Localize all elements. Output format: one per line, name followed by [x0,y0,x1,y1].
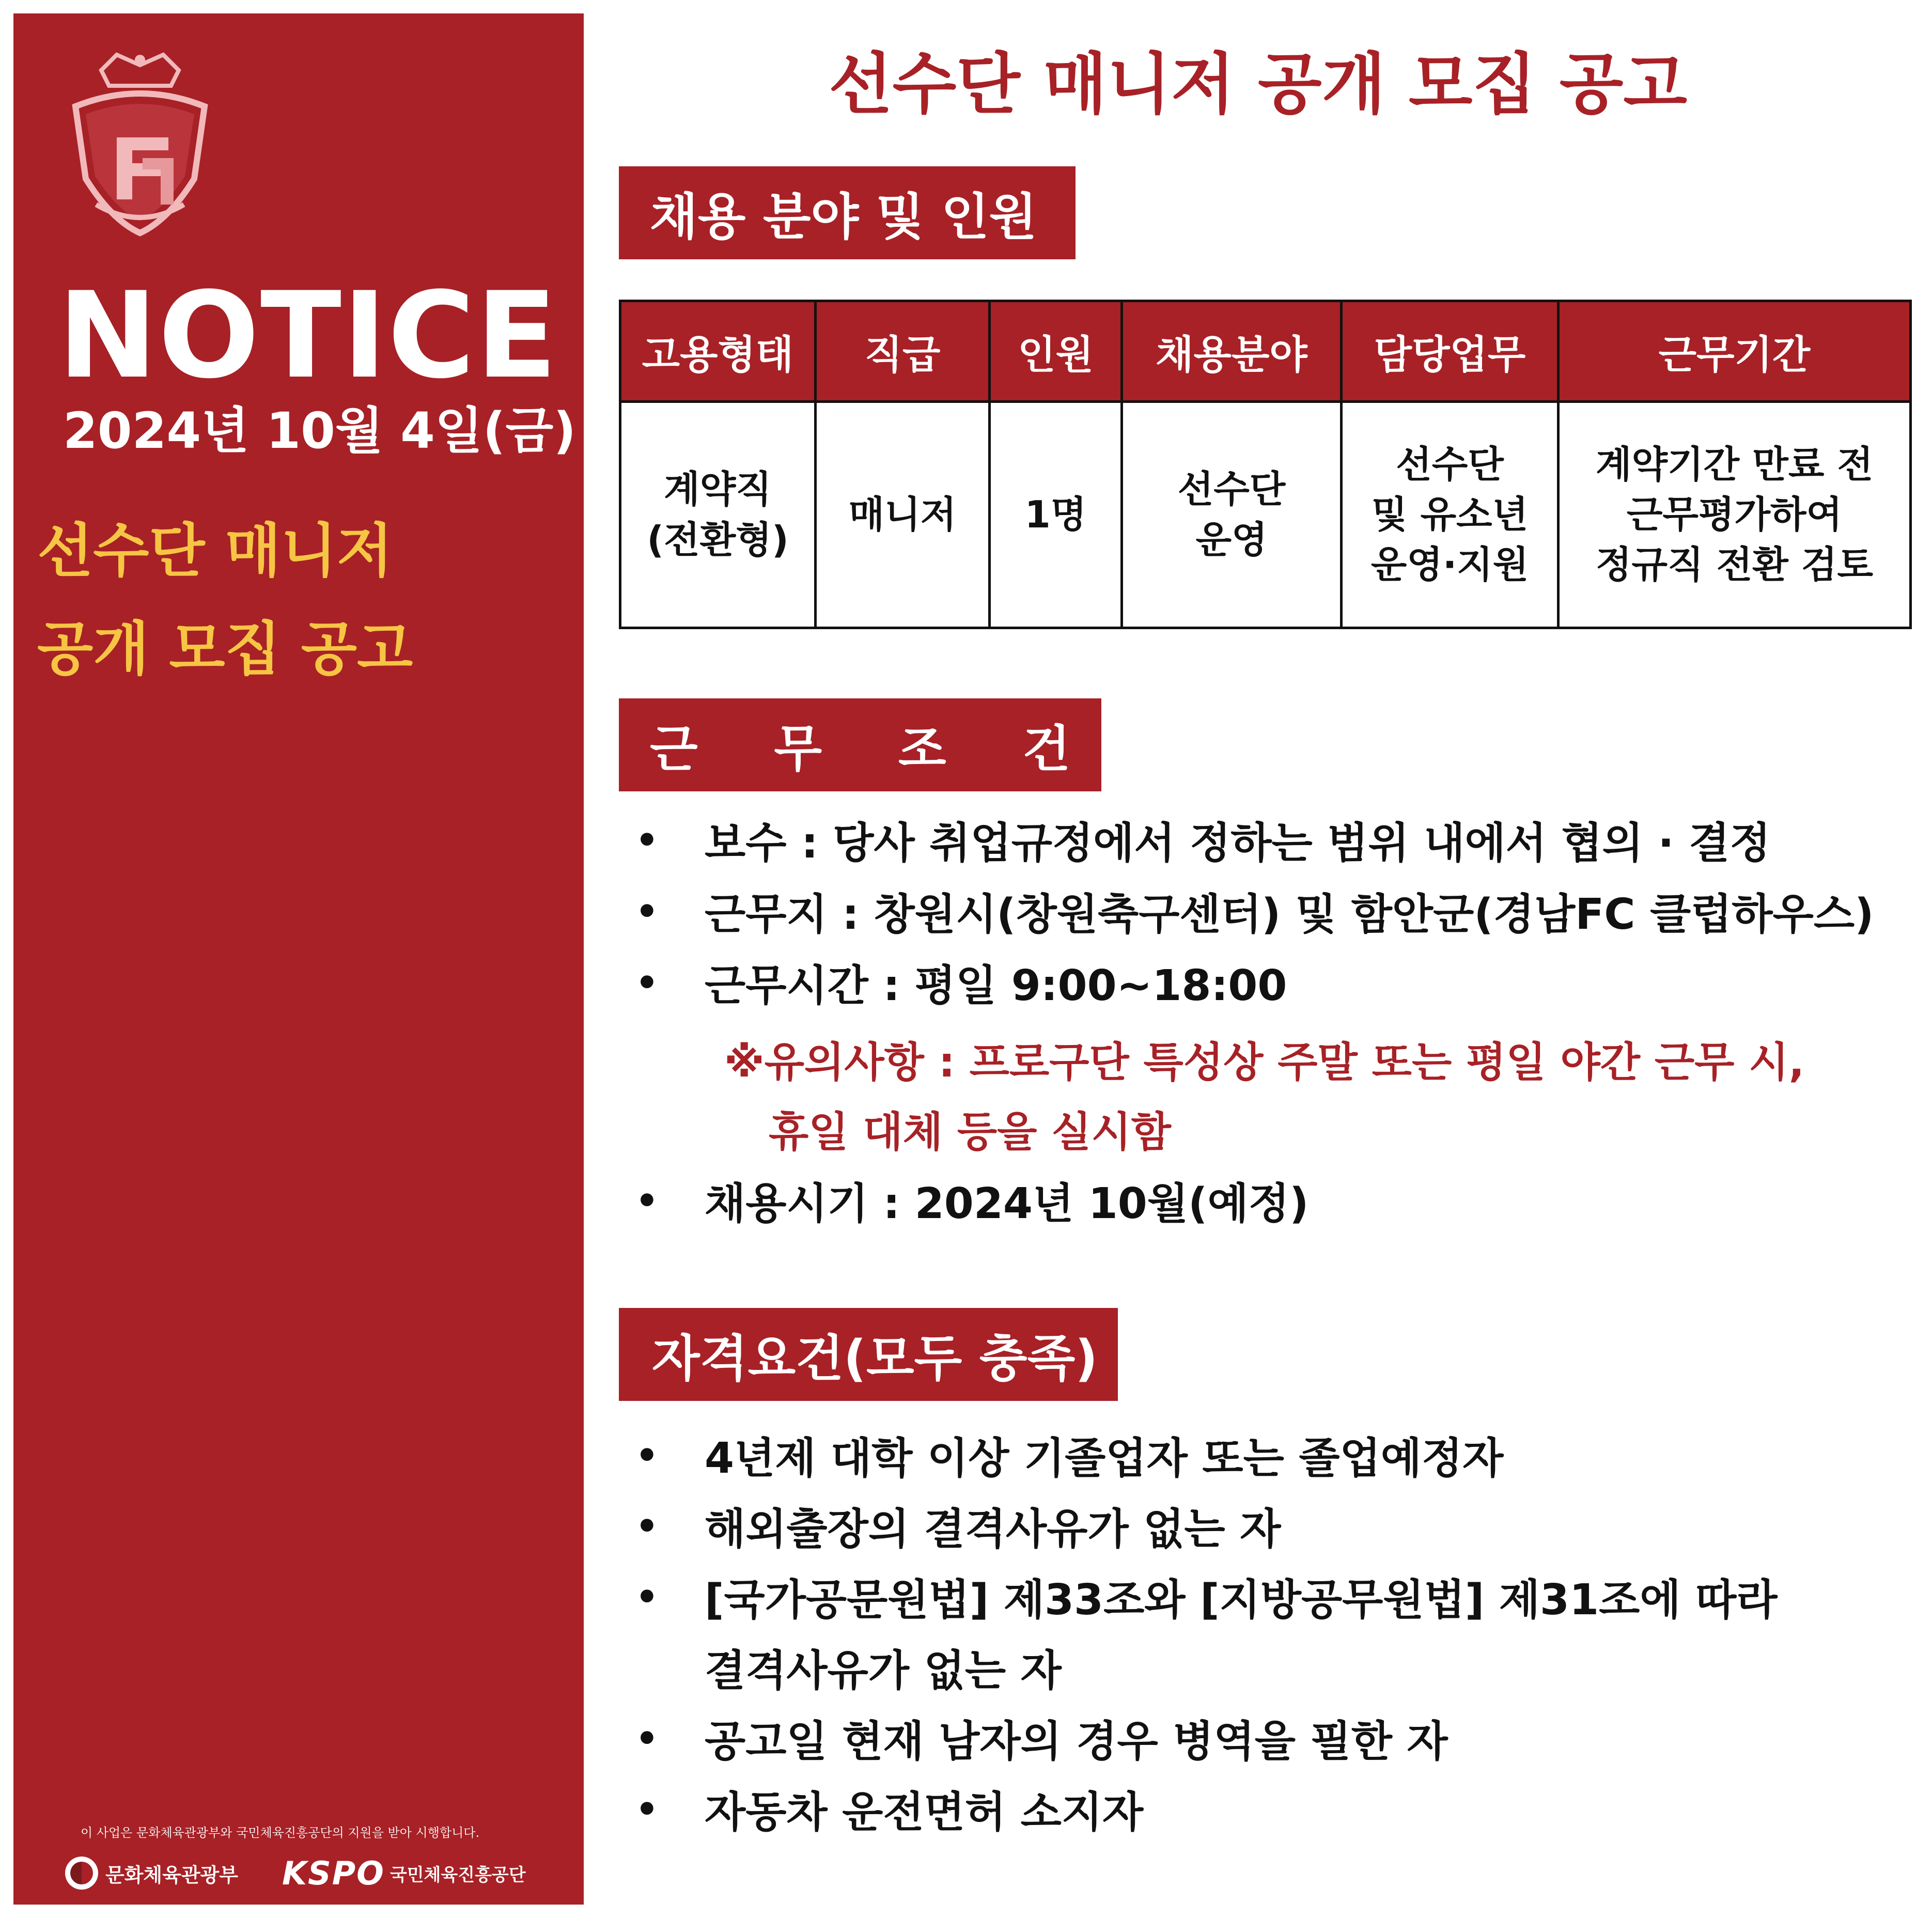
section-header-char: 조 [898,720,946,778]
list-item: • 자동차 운전면허 소지자 [635,1791,1778,1862]
qualifications-list [635,1434,1778,1862]
table-cell: 1명 [990,402,1122,628]
left-title-line2: 공개 모집 공고 [37,616,413,683]
table-header: 담당업무 [1342,301,1559,402]
sponsor2-label: 국민체육진흥공단 [389,1864,526,1885]
list-item: • 근무지 : 창원시(창원축구센터) 및 함안군(경남FC 클럽하우스) [635,894,1874,965]
list-item: • 해외출장의 결격사유가 없는 자 [635,1508,1778,1579]
list-item: • 보수 : 당사 취업규정에서 정하는 범위 내에서 협의 · 결정 [635,822,1874,894]
note-line1: ※유의사항 : 프로구단 특성상 주말 또는 평일 야간 근무 시, [724,1038,1804,1086]
section-header-positions: 채용 분야 및 인원 [619,166,1076,259]
notice-date: 2024년 10월 4일(금) [63,402,577,460]
page-title: 선수단 매니저 공개 모집 공고 [828,46,1688,123]
list-item-continuation: 결격사유가 없는 자 [705,1646,1062,1695]
section-header-char: 무 [774,720,822,778]
list-item: • 4년제 대학 이상 기졸업자 또는 졸업예정자 [635,1438,1778,1508]
table-cell: 계약기간 만료 전 근무평가하여 정규직 전환 검토 [1559,402,1911,628]
club-crest-icon [65,50,215,241]
section-header-conditions [619,698,1101,791]
table-cell: 계약직 (전환형) [620,402,816,628]
list-item: • 공고일 현재 남자의 경우 병역을 필한 자 [635,1721,1778,1791]
left-title-line1: 선수단 매니저 [37,518,393,585]
table-row [620,402,1911,628]
sponsor-mcst [65,1852,238,1894]
list-item: • 근무시간 : 평일 9:00~18:00 [635,965,1874,1036]
notice-heading: NOTICE [58,267,558,405]
list-item: • 채용시기 : 2024년 10월(예정) [635,1183,1308,1225]
left-panel [13,13,584,1905]
conditions-list-last [635,1179,1309,1228]
section-header-char: 건 [1022,720,1070,778]
table-cell: 선수단 및 유소년 운영·지원 [1342,402,1559,628]
list-item: • [국가공문원법] 제33조와 [지방공무원법] 제31조에 따라 [635,1579,1778,1650]
table-header: 직급 [816,301,990,402]
table-header-row [620,301,1911,402]
section-header-char: 근 [650,720,698,778]
table-header: 채용분야 [1122,301,1342,402]
sponsor-kspo [282,1852,526,1894]
section-header-qualifications: 자격요건(모두 충족) [619,1308,1118,1401]
note-line2: 휴일 대체 등을 실시함 [769,1108,1172,1156]
taegeuk-icon [65,1857,98,1890]
kspo-logo: KSPO [282,1854,385,1892]
table-header: 고용형태 [620,301,816,402]
table-cell: 매니저 [816,402,990,628]
table-cell: 선수단 운영 [1122,402,1342,628]
sponsor1-label: 문화체육관광부 [105,1863,238,1886]
sponsor-disclaimer: 이 사업은 문화체육관광부와 국민체육진흥공단의 지원을 받아 시행합니다. [81,1826,480,1840]
table-header: 인원 [990,301,1122,402]
table-header: 근무기간 [1559,301,1911,402]
conditions-list [635,819,1874,1036]
recruitment-table [619,300,1912,629]
